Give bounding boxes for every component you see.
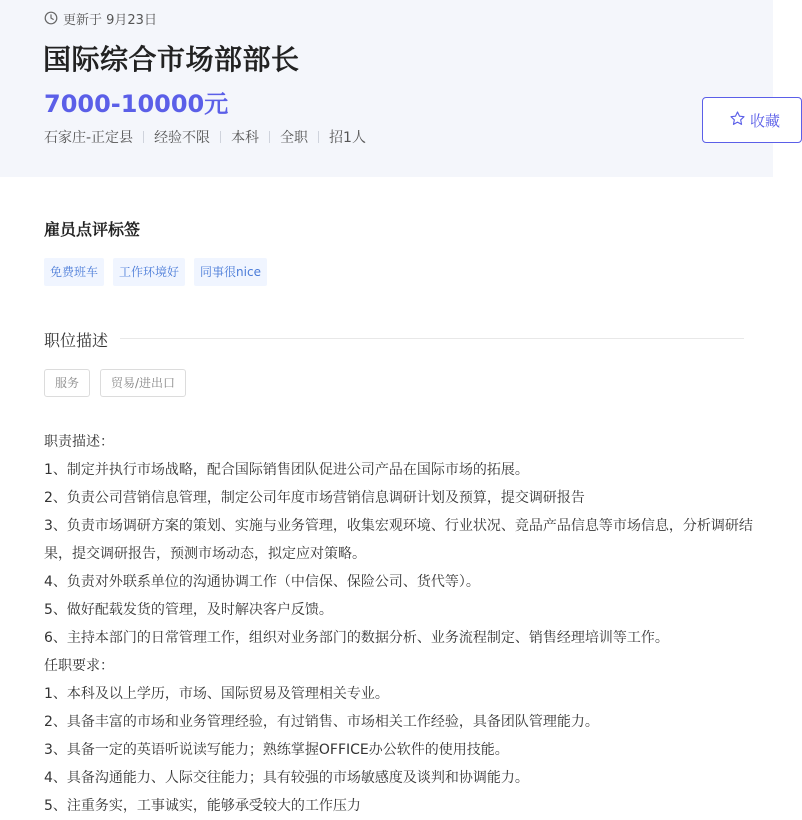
description-line: 1、本科及以上学历，市场、国际贸易及管理相关专业。 — [44, 686, 389, 702]
meta-divider — [143, 131, 144, 143]
clock-icon — [44, 11, 58, 25]
favorite-button[interactable] — [702, 97, 802, 143]
category-tag: 贸易/进出口 — [100, 369, 186, 397]
meta-education: 本科 — [231, 130, 260, 146]
description-line: 3、具备一定的英语听说读写能力；熟练掌握OFFICE办公软件的使用技能。 — [44, 742, 509, 758]
description-line: 5、做好配载发货的管理，及时解决客户反馈。 — [44, 602, 333, 618]
description-line: 任职要求： — [44, 658, 114, 674]
employee-tags-heading: 雇员点评标签 — [44, 220, 141, 239]
meta-divider — [220, 131, 221, 143]
description-line: 2、负责公司营销信息管理，制定公司年度市场营销信息调研计划及预算，提交调研报告 — [44, 490, 585, 506]
star-icon — [729, 110, 746, 131]
description-line: 5、注重务实，工事诚实，能够承受较大的工作压力 — [44, 798, 361, 814]
job-title: 国际综合市场部部长 — [43, 43, 300, 76]
description-line: 2、具备丰富的市场和业务管理经验，有过销售、市场相关工作经验，具备团队管理能力。 — [44, 714, 599, 730]
meta-location: 石家庄-正定县 — [44, 130, 134, 146]
description-line: 3、负责市场调研方案的策划、实施与业务管理，收集宏观环境、行业状况、竞品产品信息等市场信息，分析调研结果，提交调研报告，预测市场动态，拟定应对策略。 — [44, 518, 753, 562]
section-divider — [120, 338, 744, 339]
employee-tag: 免费班车 — [44, 258, 104, 286]
job-description-heading: 职位描述 — [44, 331, 109, 350]
job-meta — [44, 127, 366, 147]
description-line: 职责描述： — [44, 434, 114, 450]
description-line: 4、负责对外联系单位的沟通协调工作（中信保、保险公司、货代等）。 — [44, 574, 480, 590]
category-tag: 服务 — [44, 369, 90, 397]
favorite-label: 收藏 — [750, 111, 781, 130]
employee-tag: 工作环境好 — [113, 258, 185, 286]
description-line: 1、制定并执行市场战略，配合国际销售团队促进公司产品在国际市场的拓展。 — [44, 462, 529, 478]
salary: 7000-10000元 — [44, 90, 229, 118]
employee-tags — [44, 258, 267, 286]
meta-experience: 经验不限 — [154, 130, 211, 146]
employee-tag: 同事很nice — [194, 258, 267, 286]
meta-job-type: 全职 — [280, 130, 309, 146]
category-tags — [44, 369, 186, 397]
update-date: 更新于 9月23日 — [63, 12, 157, 28]
meta-divider — [269, 131, 270, 143]
job-description-text — [44, 428, 754, 820]
update-info — [44, 9, 157, 27]
description-line: 4、具备沟通能力、人际交往能力；具有较强的市场敏感度及谈判和协调能力。 — [44, 770, 529, 786]
meta-divider — [318, 131, 319, 143]
meta-headcount: 招1人 — [329, 130, 366, 146]
job-header — [0, 0, 781, 177]
description-line: 6、主持本部门的日常管理工作，组织对业务部门的数据分析、业务流程制定、销售经理培训等工作。 — [44, 630, 669, 646]
